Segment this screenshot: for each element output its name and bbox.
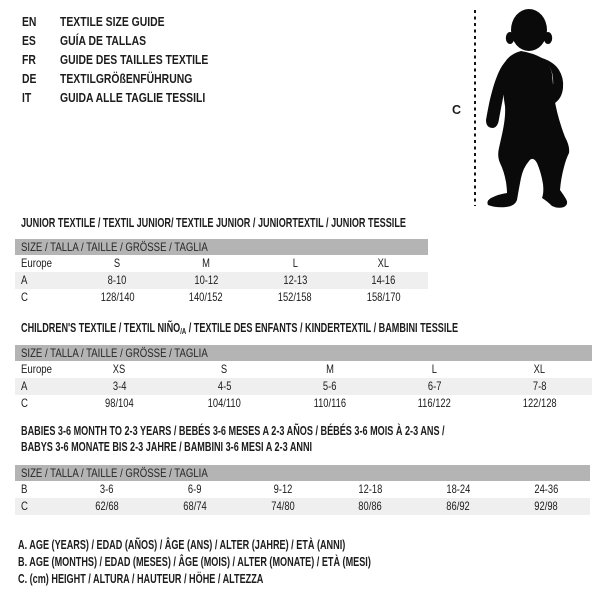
table-row-europe	[15, 255, 428, 272]
table-row-age	[15, 378, 592, 395]
size-cell: S	[221, 362, 228, 376]
row-label: C	[21, 499, 28, 513]
language-label: TEXTILE SIZE GUIDE	[60, 14, 165, 29]
title-subscript: /A	[180, 326, 187, 336]
language-row-fr	[22, 50, 245, 69]
language-row-de	[22, 69, 245, 88]
table-row-europe	[15, 361, 592, 378]
months-cell: 12-18	[358, 482, 383, 496]
language-row-it	[22, 88, 245, 107]
months-cell: 24-36	[534, 482, 559, 496]
size-cell: L	[431, 362, 438, 376]
language-row-es	[22, 31, 245, 50]
age-cell: 8-10	[108, 273, 127, 287]
age-cell: 14-16	[371, 273, 396, 287]
legend-line-a: A. AGE (YEARS) / EDAD (AÑOS) / ÂGE (ANS) / ALTER (JAHRE) / ETÀ (ANNI)	[18, 537, 346, 552]
size-header-bar: SIZE / TALLA / TAILLE / GRÖSSE / TAGLIA	[15, 345, 592, 361]
height-cell: 92/98	[534, 499, 558, 513]
height-cell: 86/92	[446, 499, 470, 513]
row-label: Europe	[21, 256, 52, 270]
children-section-title: CHILDREN'S TEXTILE / TEXTIL NIÑO/A / TEXTILE DES ENFANTS / KINDERTEXTIL / BAMBINI TESSILE	[21, 320, 459, 336]
height-cell: 104/110	[207, 396, 242, 410]
height-cell: 116/122	[417, 396, 452, 410]
age-cell: 6-7	[427, 379, 442, 393]
age-cell: 5-6	[322, 379, 337, 393]
months-cell: 3-6	[100, 482, 114, 496]
language-code: DE	[22, 71, 37, 86]
babies-section-title: BABIES 3-6 MONTH TO 2-3 YEARS / BEBÉS 3-6 MESES A 2-3 AÑOS / BÉBÉS 3-6 MOIS À 2-3 ANS / BABYS 3-6 MONATE BIS 2-3 JAHRE / BAMBINI 3-6 MESI A 2-3 ANNI	[21, 423, 445, 454]
table-row-height	[15, 289, 428, 306]
size-cell: L	[292, 256, 298, 270]
size-header-bar: SIZE / TALLA / TAILLE / GRÖSSE / TAGLIA	[15, 465, 590, 481]
height-cell: 152/158	[277, 290, 312, 304]
size-cell: XL	[377, 256, 390, 270]
row-label: B	[21, 482, 28, 496]
language-row-en	[22, 12, 245, 31]
language-label: GUÍA DE TALLAS	[60, 33, 147, 48]
language-code: EN	[22, 14, 37, 29]
language-code: FR	[22, 52, 36, 67]
junior-size-table	[15, 239, 428, 306]
table-row-height	[15, 395, 592, 412]
table-row-height	[15, 498, 590, 515]
months-cell: 18-24	[446, 482, 471, 496]
language-code: ES	[22, 33, 36, 48]
height-measure-line	[474, 10, 476, 206]
age-cell: 3-4	[112, 379, 127, 393]
age-cell: 12-13	[282, 273, 307, 287]
row-label: C	[21, 290, 28, 304]
language-label: GUIDA ALLE TAGLIE TESSILI	[60, 90, 206, 105]
height-cell: 140/152	[189, 290, 224, 304]
legend-line-c: C. (cm) HEIGHT / ALTURA / HAUTEUR / HÖHE / ALTEZZA	[18, 571, 264, 586]
toddler-silhouette-image	[484, 4, 588, 214]
children-size-table	[15, 345, 592, 412]
size-cell: XL	[533, 362, 546, 376]
height-cell: 74/80	[270, 499, 295, 513]
language-label: TEXTILGRÖßENFÜHRUNG	[60, 71, 193, 86]
row-label: A	[21, 379, 28, 393]
babies-size-table	[15, 465, 590, 515]
language-code: IT	[22, 90, 32, 105]
language-list	[22, 12, 245, 107]
height-measure-label: C	[452, 103, 462, 117]
row-label: Europe	[21, 362, 52, 376]
height-cell: 68/74	[183, 499, 207, 513]
size-cell: S	[114, 256, 121, 270]
size-cell: M	[202, 256, 211, 270]
size-cell: M	[325, 362, 334, 376]
language-label: GUIDE DES TAILLES TEXTILE	[60, 52, 209, 67]
size-cell: XS	[113, 362, 126, 376]
table-row-age	[15, 272, 428, 289]
junior-section-title: JUNIOR TEXTILE / TEXTIL JUNIOR/ TEXTILE JUNIOR / JUNIORTEXTIL / JUNIOR TESSILE	[21, 215, 406, 230]
months-cell: 9-12	[273, 482, 292, 496]
height-cell: 128/140	[100, 290, 135, 304]
age-cell: 4-5	[217, 379, 232, 393]
height-cell: 110/116	[313, 396, 346, 410]
months-cell: 6-9	[187, 482, 202, 496]
legend-line-b: B. AGE (MONTHS) / EDAD (MESES) / ÂGE (MOIS) / ALTER (MONATE) / ETÀ (MESI)	[18, 554, 371, 569]
row-label: A	[21, 273, 28, 287]
size-header-bar: SIZE / TALLA / TAILLE / GRÖSSE / TAGLIA	[15, 239, 428, 255]
height-cell: 158/170	[366, 290, 401, 304]
height-cell: 80/86	[358, 499, 383, 513]
height-cell: 62/68	[95, 499, 119, 513]
table-row-months	[15, 481, 590, 498]
age-cell: 7-8	[532, 379, 547, 393]
measurement-legend	[18, 536, 522, 587]
height-cell: 122/128	[522, 396, 557, 410]
row-label: C	[21, 396, 28, 410]
age-cell: 10-12	[194, 273, 219, 287]
height-cell: 98/104	[105, 396, 134, 410]
